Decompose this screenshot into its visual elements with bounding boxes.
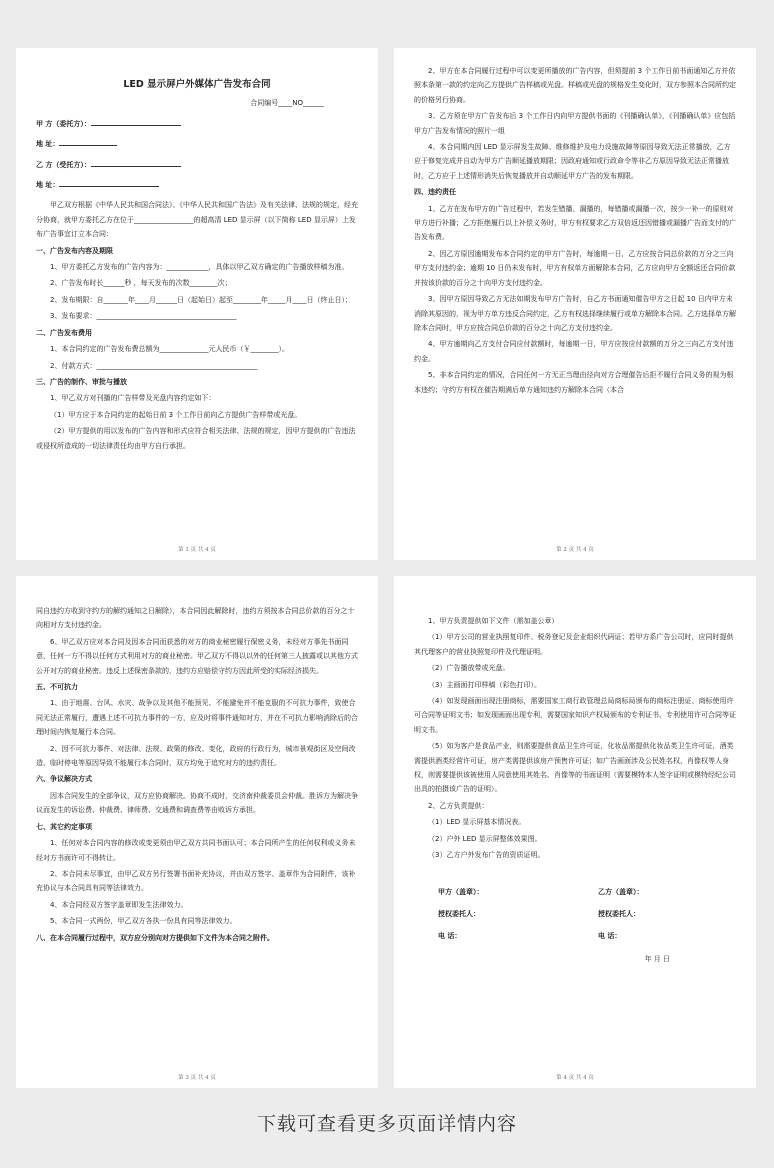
page-number: 第 1 页 共 4 页 (178, 547, 216, 553)
section-heading: 三、广告的制作、审批与播放 (36, 377, 127, 386)
party-field-label: 地 址： (36, 181, 60, 190)
party-field-label: 乙 方（受托方）： (36, 160, 91, 169)
paragraph: 同自违约方收到守约方的解约通知之日解除），本合同因此解除时，违约方须按本合同总价款的百分之十向相对方支付违约金。 (36, 607, 355, 630)
page-number: 第 2 页 共 4 页 (556, 547, 594, 553)
party-a-signature-label: 授权委托人： (438, 909, 480, 918)
paragraph: 2、发布期限：自_______年____月______日（起始日）起至________年_____月____日（终止日）； (50, 295, 352, 304)
paragraph: 1、任何对本合同内容的修改或变更须由甲乙双方共同书面认可；本合同所产生的任何权利或义务未经对方书面许可不得转让。 (36, 839, 356, 862)
section-heading: 二、广告发布费用 (36, 328, 92, 337)
document-page-1 (16, 48, 378, 560)
paragraph: 4、本合同期内因 LED 显示屏发生故障、维修维护及电力设施故障等原因导致无法正常播放，乙方应于修复完成并自动为甲方广告顺延播放期限；因政府通知或行政命令等非乙方原因导致无法正常播放时，乙方应于上述情形消失后恢复播放并自动顺延甲方广告的发布期限。 (414, 143, 731, 180)
signature-row (414, 907, 736, 921)
paragraph: 甲乙双方根据《中华人民共和国合同法》、《中华人民共和国广告法》及有关法律、法规的规定，经充分协商，就甲方委托乙方在位于_________________的超高清 LED 显示屏（以下简称 LED 显示屏）上发布广告事宜订立本合同： (36, 201, 358, 239)
section-heading: 一、广告发布内容及期限 (36, 246, 113, 255)
paragraph: 2、因乙方原因逾期发布本合同约定的甲方广告时，每逾期一日，乙方应按合同总价款的万分之三向甲方支付违约金；逾期 10 日仍未发布时，甲方有权单方面解除本合同，乙方应向甲方全额返还合同价款并按该价款的百分之十向甲方支付违约金。 (414, 249, 736, 287)
paragraph: 2、因不可抗力事件、对法律、法规、政策的修改、变化，政府的行政行为，城市景观街区及空间改造、临时停电等原因导致不能履行本合同时，双方均免于追究对方的违约责任。 (36, 744, 356, 768)
party-a-signature-label: 电 话： (438, 932, 462, 941)
section-heading: 七、其它约定事项 (36, 822, 92, 831)
page-body (36, 198, 358, 453)
paragraph: 1、甲方负责提供如下文件（需加盖公章） (428, 617, 559, 625)
paragraph: （5）如为客户是食品产业，则需要提供食品卫生许可证，化妆品需提供化妆品类卫生许可证，酒类需提供酒类经营许可证，房产类需提供该房产预售许可证；如广告画面涉及公民姓名权、肖像权等人身权，则需要提供该被使用人同意使用其姓名、肖像等的书面证明（需要模特本人签字证明或模特经纪公司出具的拍摄该广告的证明）。 (414, 742, 736, 794)
party-a-signature-label: 甲方（盖章）： (438, 887, 484, 896)
paragraph: 1、甲乙双方对刊播的广告样带及光盘内容约定如下： (50, 394, 216, 403)
paragraph: 3、因甲方原因导致乙方无法如期发布甲方广告时，自乙方书面通知催告甲方之日起 10 日内甲方未消除其原因的，视为甲方单方违反合同约定，乙方有权选择继续履行或单方解除本合同。乙方选择单方解除本合同时，甲方应按合同总价款的百分之十向乙方支付违约金。 (414, 295, 736, 332)
party-fields (36, 117, 358, 193)
party-field (36, 178, 358, 192)
signature-date: 年 月 日 (644, 954, 670, 963)
paragraph: （3）乙方户外发布广告的资质证明。 (428, 851, 545, 860)
paragraph: 1、本合同约定的广告发布费总额为______________元人民币（￥________）。 (50, 345, 289, 354)
paragraph: 2、付款方式：______________________________________________ (50, 361, 258, 370)
party-field (36, 158, 358, 172)
document-page-3 (16, 576, 378, 1088)
section-heading: 四、违约责任 (414, 188, 456, 197)
paragraph: 3、发布要求：________________________________________ (50, 312, 237, 321)
paragraph: （3）主画面打印样稿（彩色打印）。 (428, 680, 541, 689)
paragraph: 2、本合同未尽事宜，由甲乙双方另行签署书面补充协议，并由双方签字、盖章作为合同附件，该补充协议与本合同具有同等法律效力。 (36, 869, 356, 893)
paragraph: （2）甲方提供的用以发布的广告内容和形式应符合相关法律、法规的规定，因甲方提供的广告违法或侵权所造成的一切法律责任均由甲方自行承担。 (36, 427, 356, 450)
paragraph: 4、本合同经双方签字盖章即发生法律效力。 (50, 900, 188, 909)
paragraph: 4、甲方逾期向乙方支付合同应付款额时，每逾期一日，甲方应按应付款额的万分之三向乙方支付违约金。 (414, 340, 734, 363)
page-body (414, 64, 736, 397)
party-field (36, 137, 358, 151)
section-heading: 六、争议解决方式 (36, 775, 92, 784)
blank-line (59, 137, 117, 146)
paragraph: 1、甲方委托乙方发布的广告内容为：____________，具体以甲乙双方确定的广告播放样稿为准。 (50, 263, 349, 272)
party-b-signature-label: 乙方（盖章）： (598, 887, 644, 896)
signature-row (414, 885, 736, 899)
page-body (414, 614, 736, 863)
paragraph: （1）LED 显示屏基本情况表。 (428, 818, 526, 827)
paragraph: 2、甲方在本合同履行过程中可以变更所播放的广告内容，但须提前 3 个工作日前书面通知乙方并依照本条第一款的约定向乙方提供广告样稿或光盘。样稿或光盘的规格发生变化时，双方参照本合同所约定的价格另行协商。 (414, 67, 736, 104)
party-field-label: 地 址： (36, 140, 60, 149)
paragraph: 3、乙方须在甲方广告发布后 3 个工作日内向甲方提供书面的《刊播确认单》，《刊播确认单》应包括甲方广告发布情况的照片一组 (414, 112, 736, 135)
paragraph: 2、乙方负责提供： (428, 801, 489, 810)
party-b-signature-label: 电 话： (598, 932, 622, 941)
party-b-signature-label: 授权委托人： (598, 909, 640, 918)
contract-title: LED 显示屏户外媒体广告发布合同 (123, 79, 271, 90)
paragraph: 1、由于地震、台风、水灾、战争以及其他不能预见、不能避免并不能克服的不可抗力事件，致使合同无法正常履行，遭遇上述不可抗力事件的一方，应及时将事件通知对方，并在不可抗力影响消除后的合理时间内恢复履行本合同。 (36, 699, 358, 737)
party-field (36, 117, 358, 131)
section-heading: 五、不可抗力 (36, 683, 78, 692)
paragraph: 5、非本合同约定的情况，合同任何一方无正当理由径向对方合理催告后拒不履行合同义务的视为根本违约；守约方有权在催告期满后单方通知违约方解除本合同（本合 (414, 371, 734, 394)
download-more-link[interactable]: 下载可查看更多页面详情内容 (256, 1113, 517, 1135)
page-number: 第 4 页 共 4 页 (556, 1075, 594, 1081)
paragraph: 5、本合同一式两份，甲乙双方各执一份具有同等法律效力。 (50, 917, 237, 926)
paragraph: （1）甲方公司的营业执照复印件、税务登记及企业组织代码证；若甲方系广告公司时，应同时提供其代理客户的营业执照复印件及代理证明。 (414, 633, 734, 656)
paragraph: 1、乙方在发布甲方的广告过程中，若发生错播、漏播的，每错播或漏播一次，按少一补一的原则对甲方进行补播；乙方拒绝履行以上补偿义务时，甲方有权要求乙方双倍返还因错播或漏播广告而支付的广告发布费。 (414, 204, 736, 242)
paragraph: （2）户外 LED 显示屏整体效果图。 (428, 834, 542, 843)
paragraph: 2、广告发布时长______秒 ，每天发布的次数________次； (50, 279, 232, 288)
paragraph: 因本合同发生的全部争议，双方应协商解决。协商不成时，交济南仲裁委员会仲裁。胜诉方为解决争议而发生的诉讼费、仲裁费、律师费、交通费和调查费等由败诉方承担。 (36, 791, 358, 815)
blank-line (91, 158, 181, 167)
party-field-label: 甲 方（委托方）： (36, 119, 91, 128)
blank-line (91, 117, 181, 126)
page-body (36, 604, 358, 945)
paragraph: （2）广告播放带或光盘。 (428, 664, 510, 673)
paragraph: 6、甲乙双方应对本合同及因本合同而获悉的对方的商业秘密履行保密义务，未经对方事先书面同意，任何一方不得以任何方式利用对方的商业秘密。甲乙双方不得以以外的任何第三人披露或以其他方式公开对方的商业秘密。违反上述保密条款的，违约方应赔偿守约方因此所受的实际经济损失。 (36, 637, 358, 675)
paragraph: （1）甲方应于本合同约定的起始日前 3 个工作日前向乙方提供广告样带或光盘。 (50, 410, 302, 419)
signature-block (414, 885, 736, 944)
section-heading: 八、在本合同履行过程中，双方应分别向对方提供如下文件为本合同之附件。 (36, 933, 274, 942)
paragraph: （4）如发现画面出现注册商标，需要国家工商行政管理总局商标局颁布的商标注册证、商标使用许可合同等证明文书；如发现画面出现专利，需要国家知识产权局颁布的专利证书、专利使用许可合同等证明文书。 (414, 697, 736, 734)
blank-line (59, 178, 159, 187)
page-number: 第 3 页 共 4 页 (178, 1075, 216, 1081)
document-page-4 (394, 576, 756, 1088)
document-page-2 (394, 48, 756, 560)
signature-row (414, 929, 736, 943)
contract-number: 合同编号____NO______ (250, 99, 324, 108)
